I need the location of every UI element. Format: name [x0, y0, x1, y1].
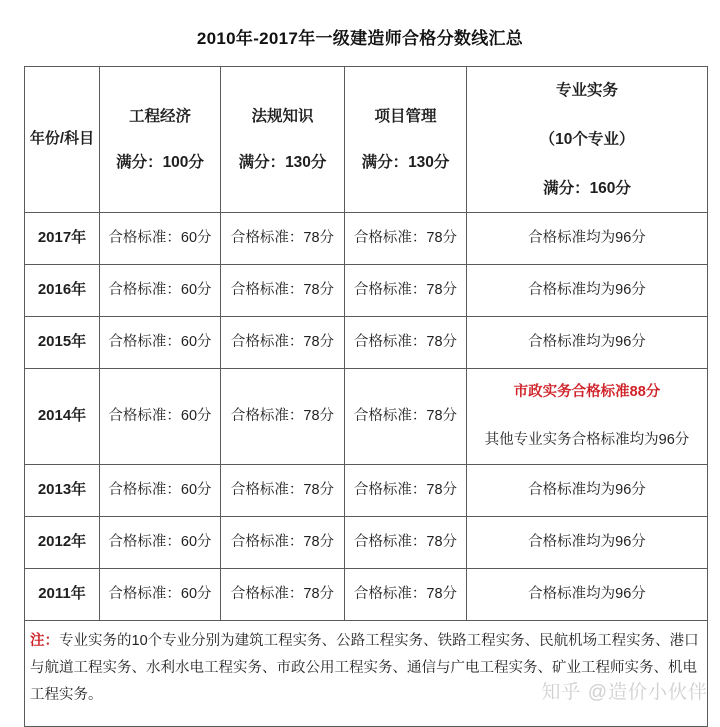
row-economics: 合格标准：60分 [100, 213, 221, 265]
row-law: 合格标准：78分 [221, 517, 345, 569]
row-practice: 合格标准均为96分 [467, 465, 708, 517]
row-practice: 合格标准均为96分 [467, 213, 708, 265]
row-project: 合格标准：78分 [345, 465, 467, 517]
row-law: 合格标准：78分 [221, 569, 345, 621]
header-law-score: 满分：130分 [238, 153, 327, 171]
row-practice-highlight: 市政实务合格标准88分 [513, 383, 661, 400]
header-law-name: 法规知识 [251, 108, 314, 126]
header-practice-count: （10个专业） [539, 130, 635, 148]
header-project [345, 67, 467, 213]
row-economics: 合格标准：60分 [100, 569, 221, 621]
header-practice [467, 67, 708, 213]
table-header-row [25, 67, 708, 213]
row-year: 2011年 [25, 569, 100, 621]
row-year: 2014年 [25, 369, 100, 465]
row-practice [467, 369, 708, 465]
row-law: 合格标准：78分 [221, 369, 345, 465]
header-law [221, 67, 345, 213]
header-practice-score: 满分：160分 [543, 180, 631, 198]
row-practice: 合格标准均为96分 [467, 517, 708, 569]
table-row [25, 265, 708, 317]
row-project: 合格标准：78分 [345, 569, 467, 621]
table-row [25, 317, 708, 369]
row-economics: 合格标准：60分 [100, 369, 221, 465]
table-row [25, 517, 708, 569]
row-year: 2013年 [25, 465, 100, 517]
header-project-name: 项目管理 [374, 108, 437, 126]
row-project: 合格标准：78分 [345, 265, 467, 317]
row-year: 2017年 [25, 213, 100, 265]
header-economics-score: 满分：100分 [116, 153, 204, 171]
header-economics [100, 67, 221, 213]
row-year: 2016年 [25, 265, 100, 317]
score-table [24, 66, 708, 727]
table-row [25, 213, 708, 265]
row-project: 合格标准：78分 [345, 369, 467, 465]
row-year: 2015年 [25, 317, 100, 369]
header-practice-name: 专业实务 [555, 81, 618, 99]
header-year-subject: 年份/科目 [25, 67, 100, 213]
note-marker: 注： [30, 633, 59, 649]
row-economics: 合格标准：60分 [100, 465, 221, 517]
row-law: 合格标准：78分 [221, 213, 345, 265]
header-economics-name: 工程经济 [128, 108, 191, 126]
table-row [25, 465, 708, 517]
note-cell [25, 621, 708, 727]
page-title: 2010年-2017年一级建造师合格分数线汇总 [196, 29, 524, 48]
row-law: 合格标准：78分 [221, 465, 345, 517]
row-project: 合格标准：78分 [345, 317, 467, 369]
table-note-row [25, 621, 708, 727]
table-row [25, 569, 708, 621]
row-law: 合格标准：78分 [221, 317, 345, 369]
row-practice: 合格标准均为96分 [467, 265, 708, 317]
note-text: 专业实务的10个专业分别为建筑工程实务、公路工程实务、铁路工程实务、民航机场工程实务、港口与航道工程实务、水利水电工程实务、市政公用工程实务、通信与广电工程实务、矿业工程师实务、机电工程实务。 [30, 633, 699, 703]
header-project-score: 满分：130分 [361, 153, 450, 171]
row-practice: 合格标准均为96分 [467, 569, 708, 621]
row-practice: 合格标准均为96分 [467, 317, 708, 369]
table-row [25, 369, 708, 465]
row-economics: 合格标准：60分 [100, 265, 221, 317]
row-practice-other: 其他专业实务合格标准均为96分 [484, 431, 690, 448]
row-economics: 合格标准：60分 [100, 317, 221, 369]
score-table-container [24, 66, 707, 727]
row-project: 合格标准：78分 [345, 517, 467, 569]
watermark: 知乎 @造价小伙伴 [541, 682, 708, 703]
row-year: 2012年 [25, 517, 100, 569]
row-economics: 合格标准：60分 [100, 517, 221, 569]
row-law: 合格标准：78分 [221, 265, 345, 317]
row-project: 合格标准：78分 [345, 213, 467, 265]
